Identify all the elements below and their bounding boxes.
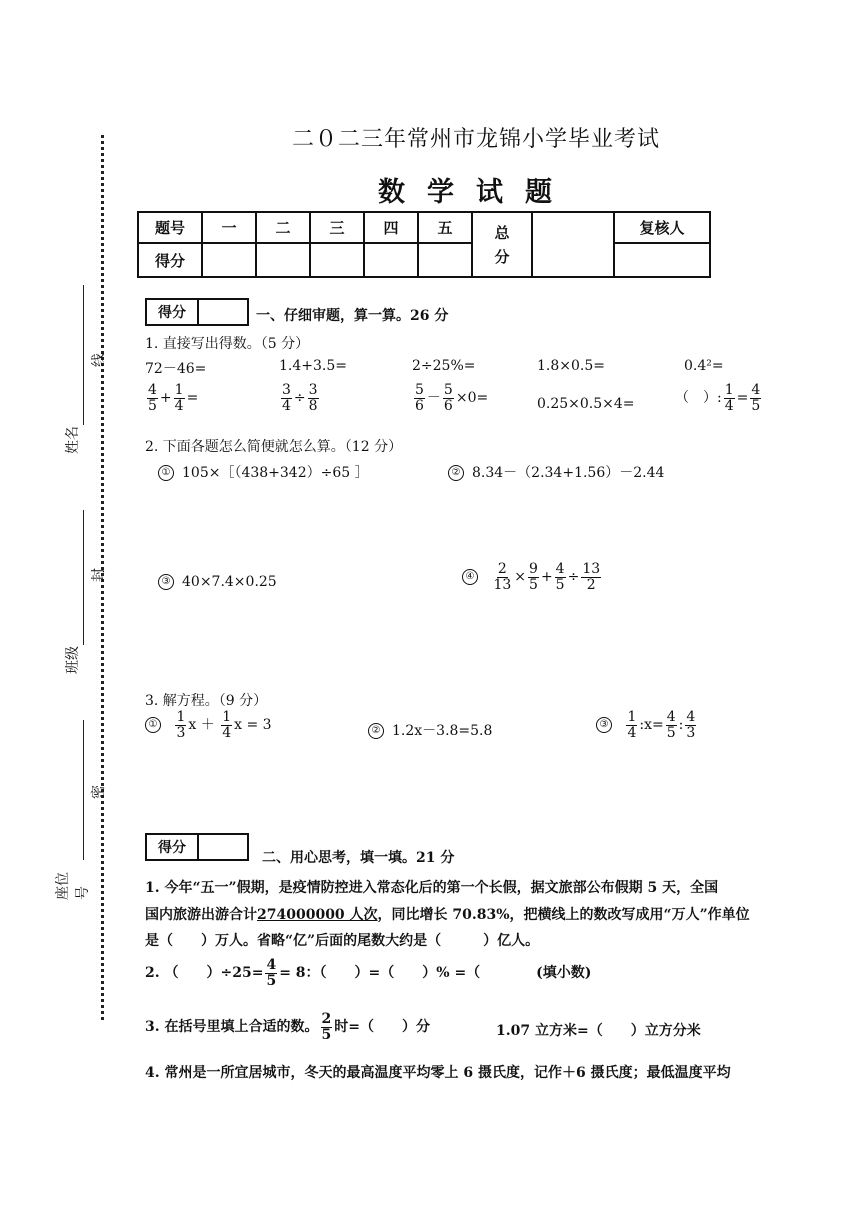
score-table-reviewer-label: 复核人 (614, 212, 710, 243)
score-table-col-4: 四 (364, 212, 418, 243)
q3-equation-3: ③ $\frac{1}{4}$ :x= $\frac{4}{5}$ : $\frac{4}{3}$ (596, 710, 698, 740)
s2-q1-line2: 国内旅游出游合计274000000 人次，同比增长 70.83%，把横线上的数改写成用“万人”作单位 (145, 907, 750, 923)
score-table-score-label: 得分 (138, 243, 202, 277)
s2-q1-line3: 是（ ）万人。省略“亿”后面的尾数大约是（ ）亿人。 (145, 933, 540, 949)
s2-q3-volume: 1.07 立方米=（ ）立方分米 (496, 1023, 701, 1039)
s2-q1-underlined-number: 274000000 人次 (257, 907, 378, 923)
s2-q1-line1: 1. 今年“五一”假期，是疫情防控进入常态化后的第一个长假，据文旅部公布假期 5 天，全国 (145, 880, 719, 896)
score-table-col-5: 五 (418, 212, 472, 243)
section1-score-box (145, 298, 249, 326)
q2-problem-3: ③ 40×7.4×0.25 (158, 574, 277, 590)
binding-mark-feng: 封 (91, 568, 107, 582)
q3-title: 3. 解方程。（9 分） (145, 693, 268, 709)
s2-q4: 4. 常州是一所宜居城市，冬天的最高温度平均零上 6 摄氏度，记作＋6 摄氏度；最低温度平均 (145, 1065, 731, 1081)
q3-equation-2: ② 1.2x－3.8=5.8 (368, 720, 492, 740)
section2-heading: 二、用心思考，填一填。21 分 (262, 850, 455, 866)
q1-item-10: （ ）: $\frac{1}{4}$ = $\frac{4}{5}$ (675, 382, 761, 414)
section1-score-field[interactable] (199, 300, 247, 324)
score-table-reviewer-cell[interactable] (614, 243, 710, 277)
score-table-total-label: 总分 (472, 212, 532, 277)
q1-item-3: 2÷25%= (412, 358, 476, 374)
score-table-col-3: 三 (310, 212, 364, 243)
score-table-header-label: 题号 (138, 212, 202, 243)
q2-problem-1: ① 105×［（438+342）÷65 ］ (158, 462, 369, 482)
q1-item-1: 72－46= (145, 361, 207, 377)
q2-problem-4: ④ $\frac{2}{13}$ × $\frac{9}{5}$ + $\frac{4}{5}$ ÷ $\frac{13}{2}$ (462, 562, 603, 592)
score-cell-4[interactable] (364, 243, 418, 277)
q2-title: 2. 下面各题怎么简便就怎么算。（12 分） (145, 439, 403, 455)
score-cell-2[interactable] (256, 243, 310, 277)
binding-mark-mi: 密 (91, 785, 107, 799)
score-table-col-1: 一 (202, 212, 256, 243)
exam-subtitle: 数学试题 (378, 177, 574, 208)
score-cell-3[interactable] (310, 243, 364, 277)
q1-title: 1. 直接写出得数。（5 分） (145, 336, 310, 352)
score-cell-5[interactable] (418, 243, 472, 277)
q1-item-8: $\frac{5}{6}$ － $\frac{5}{6}$ ×0= (415, 382, 489, 414)
section2-score-label: 得分 (147, 835, 199, 859)
name-label: 姓名 (65, 426, 81, 454)
q1-item-9: 0.25×0.5×4= (537, 396, 635, 412)
score-table-total-cell[interactable] (532, 212, 614, 277)
q3-equation-1: ① $\frac{1}{3}$ x ＋ $\frac{1}{4}$ x = 3 (145, 710, 272, 740)
class-label: 班级 (65, 646, 81, 674)
exam-title: 二０二三年常州市龙锦小学毕业考试 (292, 127, 661, 152)
score-table-col-2: 二 (256, 212, 310, 243)
q2-problem-2: ② 8.34－（2.34+1.56）－2.44 (448, 462, 664, 482)
score-cell-1[interactable] (202, 243, 256, 277)
s2-q2: 2. （ ）÷25= $\frac{4}{5}$ = 8：（ ）=（ ）% =（ (填小数) (145, 957, 592, 989)
s2-q3: 3. 在括号里填上合适的数。 $\frac{2}{5}$ 时=（ ）分 (145, 1011, 430, 1043)
section2-score-box (145, 833, 249, 861)
q1-item-2: 1.4+3.5= (279, 358, 347, 374)
q1-item-7: $\frac{3}{4}$ ÷ $\frac{3}{8}$ (282, 382, 318, 414)
q1-item-5: 0.4²= (684, 358, 724, 374)
binding-mark-xian: 线 (91, 353, 107, 367)
section1-score-label: 得分 (147, 300, 199, 324)
score-table (137, 211, 711, 278)
q1-item-6: $\frac{4}{5}$ + $\frac{1}{4}$ = (148, 382, 199, 414)
section1-heading: 一、仔细审题，算一算。26 分 (256, 308, 449, 324)
seat-label: 座位号 (55, 872, 91, 900)
section2-score-field[interactable] (199, 835, 247, 859)
q1-item-4: 1.8×0.5= (537, 358, 605, 374)
